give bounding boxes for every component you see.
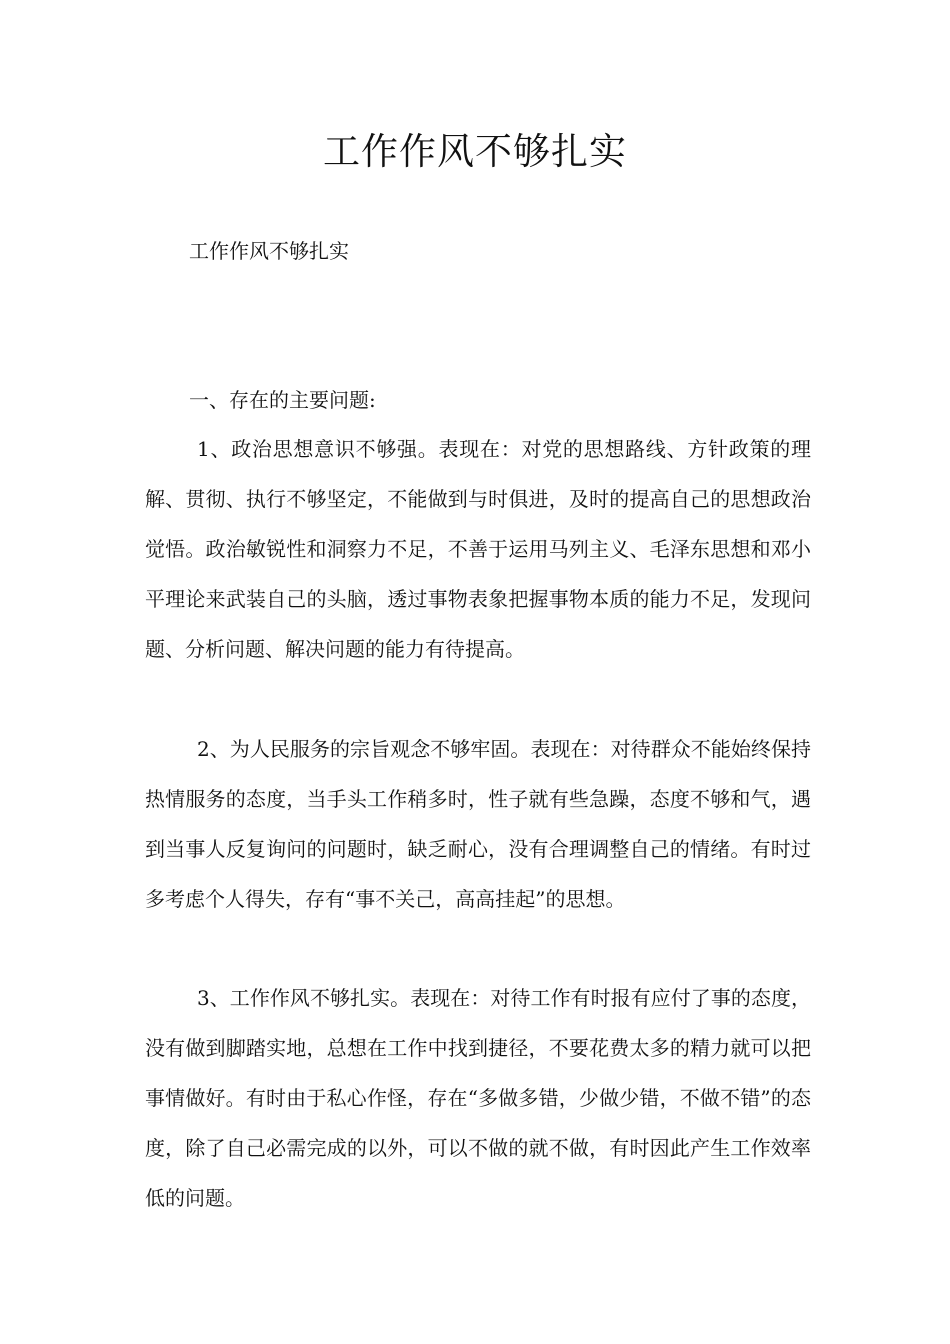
paragraph-1: 1、政治思想意识不够强。表现在：对党的思想路线、方针政策的理解、贯彻、执行不够坚定，不能做到与时俱进，及时的提高自己的思想政治觉悟。政治敏锐性和洞察力不足，不善于运用马列主义、毛泽东思想和邓小平理论来武装自己的头脑，透过事物表象把握事物本质的能力不足，发现问题、分析问题、解决问题的能力有待提高。 [145,437,811,661]
section-heading: 一、存在的主要问题: [189,388,376,412]
document-title: 工作作风不够扎实 [323,130,627,173]
document-subtitle: 工作作风不够扎实 [189,239,349,263]
paragraph-3: 3、工作作风不够扎实。表现在：对待工作有时报有应付了事的态度，没有做到脚踏实地，总想在工作中找到捷径，不要花费太多的精力就可以把事情做好。有时由于私心作怪，存在“多做多错，少做少错，不做不错”的态度，除了自己必需完成的以外，可以不做的就不做，有时因此产生工作效率低的问题。 [145,986,811,1210]
paragraph-2: 2、为人民服务的宗旨观念不够牢固。表现在：对待群众不能始终保持热情服务的态度，当手头工作稍多时，性子就有些急躁，态度不够和气，遇到当事人反复询问的问题时，缺乏耐心，没有合理调整自己的情绪。有时过多考虑个人得失，存有“事不关己，高高挂起”的思想。 [145,737,811,911]
